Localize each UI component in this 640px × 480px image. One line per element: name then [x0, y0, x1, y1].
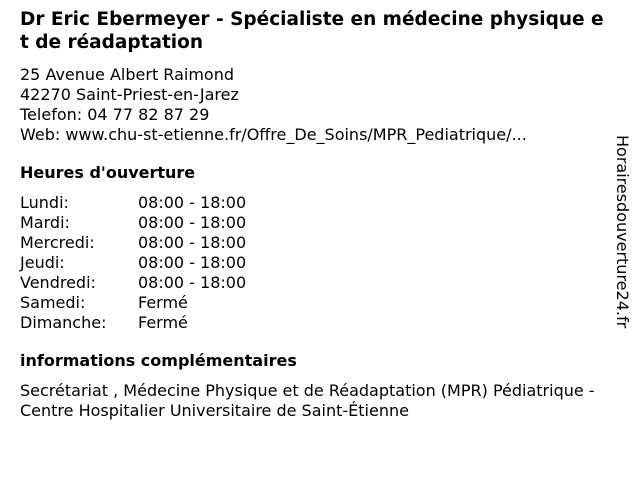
hours-time: Fermé: [138, 313, 188, 332]
hours-row-vendredi: [20, 273, 605, 293]
hours-time: 08:00 - 18:00: [138, 213, 247, 232]
hours-row-samedi: [20, 293, 605, 313]
hours-day: Mardi:: [20, 213, 70, 232]
hours-day: Jeudi:: [20, 253, 65, 272]
opening-hours-table: [20, 193, 605, 333]
hours-time: 08:00 - 18:00: [138, 273, 247, 292]
hours-day: Dimanche:: [20, 313, 107, 332]
hours-day: Vendredi:: [20, 273, 96, 292]
opening-hours-heading: Heures d'ouverture: [20, 163, 196, 182]
hours-row-dimanche: [20, 313, 605, 333]
hours-day: Mercredi:: [20, 233, 95, 252]
hours-row-mardi: [20, 213, 605, 233]
address-street: 25 Avenue Albert Raimond: [20, 65, 234, 84]
hours-row-mercredi: [20, 233, 605, 253]
brand-watermark: Horairesdouverture24.fr: [613, 135, 632, 329]
additional-info-heading: informations complémentaires: [20, 351, 297, 370]
additional-info-text: Secrétariat , Médecine Physique et de Réadaptation (MPR) Pédiatrique - Centre Hospitalier Universitaire de Saint-Étienne: [20, 381, 595, 420]
hours-day: Samedi:: [20, 293, 86, 312]
page-title: Dr Eric Ebermeyer - Spécialiste en médecine physique et de réadaptation: [20, 9, 604, 53]
hours-day: Lundi:: [20, 193, 69, 212]
address-block: [20, 65, 605, 145]
hours-time: 08:00 - 18:00: [138, 193, 247, 212]
business-card: [20, 8, 605, 421]
hours-row-jeudi: [20, 253, 605, 273]
hours-row-lundi: [20, 193, 605, 213]
hours-time: Fermé: [138, 293, 188, 312]
address-city: 42270 Saint-Priest-en-Jarez: [20, 85, 239, 104]
website-link[interactable]: Web: www.chu-st-etienne.fr/Offre_De_Soins/MPR_Pediatrique/...: [20, 125, 527, 144]
phone-line[interactable]: Telefon: 04 77 82 87 29: [20, 105, 210, 124]
hours-time: 08:00 - 18:00: [138, 253, 247, 272]
hours-time: 08:00 - 18:00: [138, 233, 247, 252]
